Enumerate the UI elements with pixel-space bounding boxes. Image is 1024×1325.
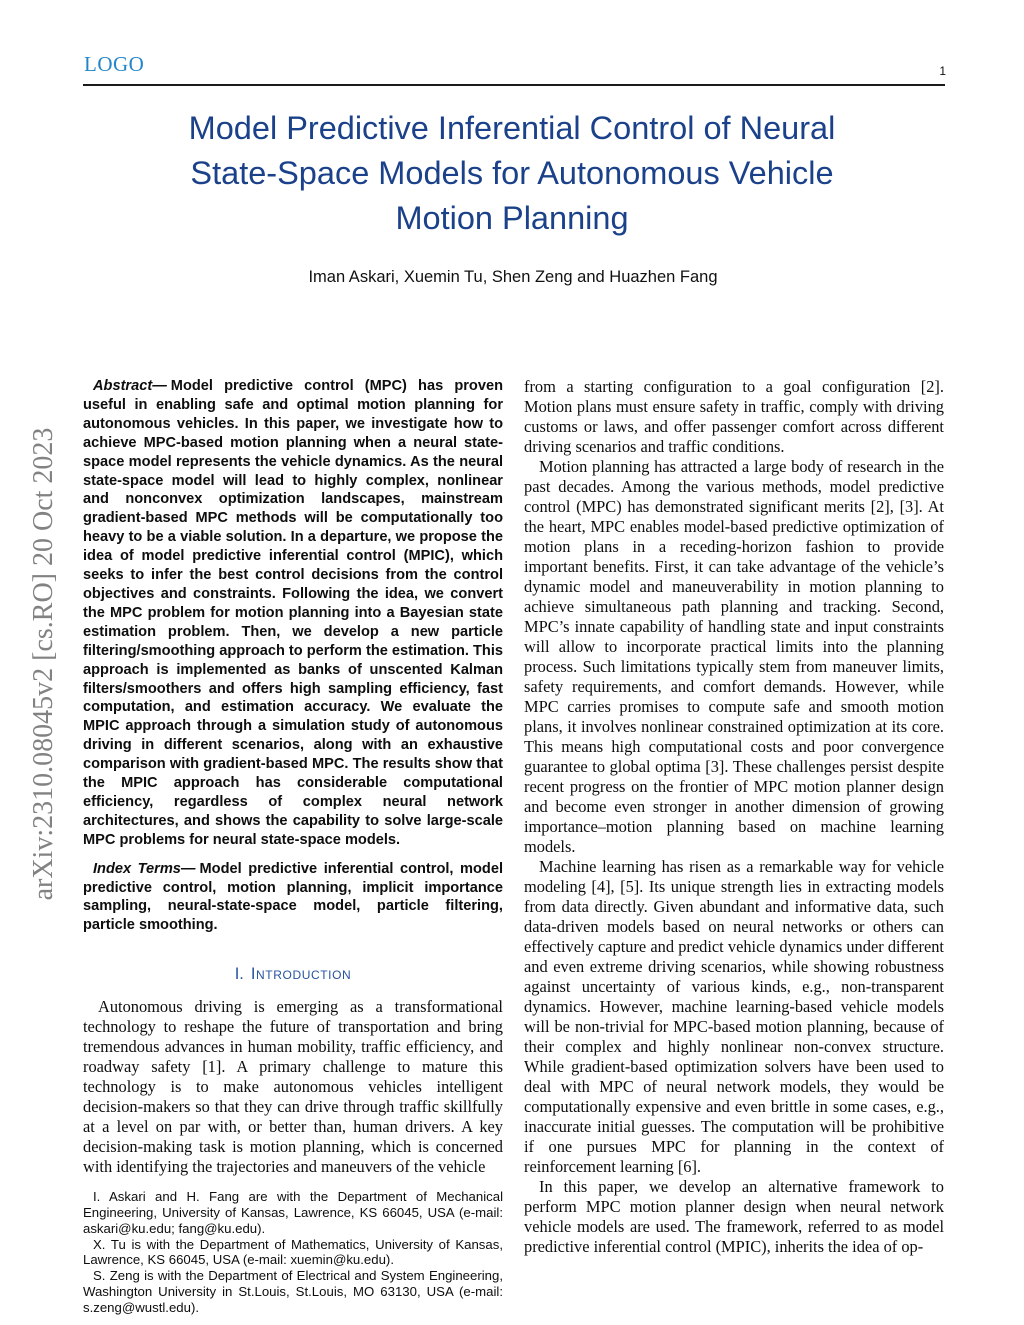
page-number: 1	[939, 64, 946, 78]
journal-logo: LOGO	[84, 52, 145, 76]
affiliation-note: S. Zeng is with the Department of Electrical and System Engineering, Washington University in St.Louis, St.Louis, MO 63130, USA (e-mail: s.zeng@wustl.edu).	[83, 1268, 503, 1315]
abstract-label: Abstract—	[93, 378, 167, 394]
arxiv-watermark: arXiv:2310.08045v2 [cs.RO] 20 Oct 2023	[28, 427, 59, 901]
introduction-paragraph: Autonomous driving is emerging as a transformational technology to reshape the future of transportation and bring tremendous advances in human mobility, traffic efficiency, and roadway safety [1]. A primary challenge to mature this technology is to make autonomous vehicles intelligent decision-makers so that they can drive through traffic skillfully at a level on par with, or better than, human drivers. A key decision-making task is motion planning, which is concerned with identifying the trajectories and maneuvers of the vehicle	[83, 997, 503, 1177]
body-paragraph: In this paper, we develop an alternative framework to perform MPC motion planner design when neural network vehicle models are used. The framework, referred to as model predictive inferential control (MPIC), inherits the idea of op-	[524, 1177, 944, 1256]
section-title: Introduction	[250, 965, 352, 984]
index-terms-text: Model predictive inferential control, model predictive control, motion planning, implicit importance sampling, neural-state-space model, particle filtering, particle smoothing.	[83, 860, 503, 934]
paper-title-line: State-Space Models for Autonomous Vehicle	[190, 155, 834, 191]
body-paragraph: Machine learning has risen as a remarkable way for vehicle modeling [4], [5]. Its unique strength lies in extracting models from data directly. Given abundant and informative data, such data-driven models based on neural networks or others can effectively capture and predict vehicle dynamics under different and even extreme driving scenarios, while showing robustness against uncertainty of various kinds, e.g., non-transparent dynamics. However, machine learning-based vehicle models will be non-trivial for MPC-based motion planning, because of their complex and highly nonlinear non-convex structure. While gradient-based optimization solvers have been used to deal with MPC of neural network models, they would be computationally expensive and even brittle in some cases, e.g., inaccurate initial guesses. The computation will be prohibitive if one pursues MPC for planning in the context of reinforcement learning [6].	[524, 857, 944, 1176]
affiliation-note: X. Tu is with the Department of Mathematics, University of Kansas, Lawrence, KS 66045, USA (e-mail: xuemin@ku.edu).	[83, 1236, 503, 1268]
index-terms-label: Index Terms—	[93, 860, 196, 877]
right-column	[524, 377, 944, 1257]
section-number: I.	[234, 965, 244, 984]
body-paragraph: Motion planning has attracted a large body of research in the past decades. Among the various methods, model predictive control (MPC) has demonstrated significant merits [2], [3]. At the heart, MPC enables model-based predictive optimization of motion plans in a receding-horizon fashion to provide important benefits. First, it can take advantage of the vehicle’s dynamic model and maneuverability in motion planning to achieve simultaneous path planning and tracking. Second, MPC’s innate capability of handling state and input constraints will allow to incorporate practical limits into the planning process. Such limitations typically stem from maneuver limits, safety requirements, and comfort demands. However, while MPC carries promises to compute safe and smooth motion plans, it involves nonlinear constrained optimization at its core. This means high computational costs and poor convergence guarantee to global optima [3]. These challenges persist despite recent progress on the frontier of MPC motion planner design and become even stronger in another dimension of growing importance–motion planning based on machine learning models.	[524, 457, 944, 856]
abstract-text: Model predictive control (MPC) has proven useful in enabling safe and optimal motion planning for autonomous vehicles. In this paper, we investigate how to achieve MPC-based motion planning when a neural state-space model represents the vehicle dynamics. As the neural state-space model will lead to highly complex, nonlinear and nonconvex optimization landscapes, mainstream gradient-based MPC methods will be computationally too heavy to be a viable solution. In a departure, we propose the idea of model predictive inferential control (MPIC), which seeks to infer the best control decisions from the control objectives and constraints. Following the idea, we convert the MPC problem for motion planning into a Bayesian state estimation problem. Then, we develop a new particle filtering/smoothing approach to perform the estimation. This approach is implemented as banks of unscented Kalman filters/smoothers and offers high sampling efficiency, fast computation, and estimation accuracy. We evaluate the MPIC approach through a simulation study of autonomous driving in different scenarios, along with an exhaustive comparison with gradient-based MPC. The results show that the MPIC approach has considerable computational efficiency, regardless of complex neural network architectures, and shows the capability to solve large-scale MPC problems for neural state-space models.	[83, 378, 503, 848]
paper-title-line: Motion Planning	[395, 200, 629, 236]
left-column	[83, 377, 503, 1316]
paper-title	[92, 106, 932, 241]
paper-title-line: Model Predictive Inferential Control of Neural	[188, 110, 836, 146]
author-affiliations	[83, 1189, 503, 1315]
index-terms-paragraph	[83, 860, 503, 936]
section-heading-introduction	[83, 965, 503, 984]
affiliation-note: I. Askari and H. Fang are with the Department of Mechanical Engineering, University of Kansas, Lawrence, KS 66045, USA (e-mail: askari@ku.edu; fang@ku.edu).	[83, 1189, 503, 1236]
header-divider	[83, 84, 945, 86]
body-paragraph: from a starting configuration to a goal configuration [2]. Motion plans must ensure safety in traffic, comply with driving customs or laws, and offer passenger comfort across different driving scenarios and traffic conditions.	[524, 377, 944, 456]
author-list: Iman Askari, Xuemin Tu, Shen Zeng and Huazhen Fang	[308, 268, 718, 286]
abstract-paragraph	[83, 377, 503, 850]
